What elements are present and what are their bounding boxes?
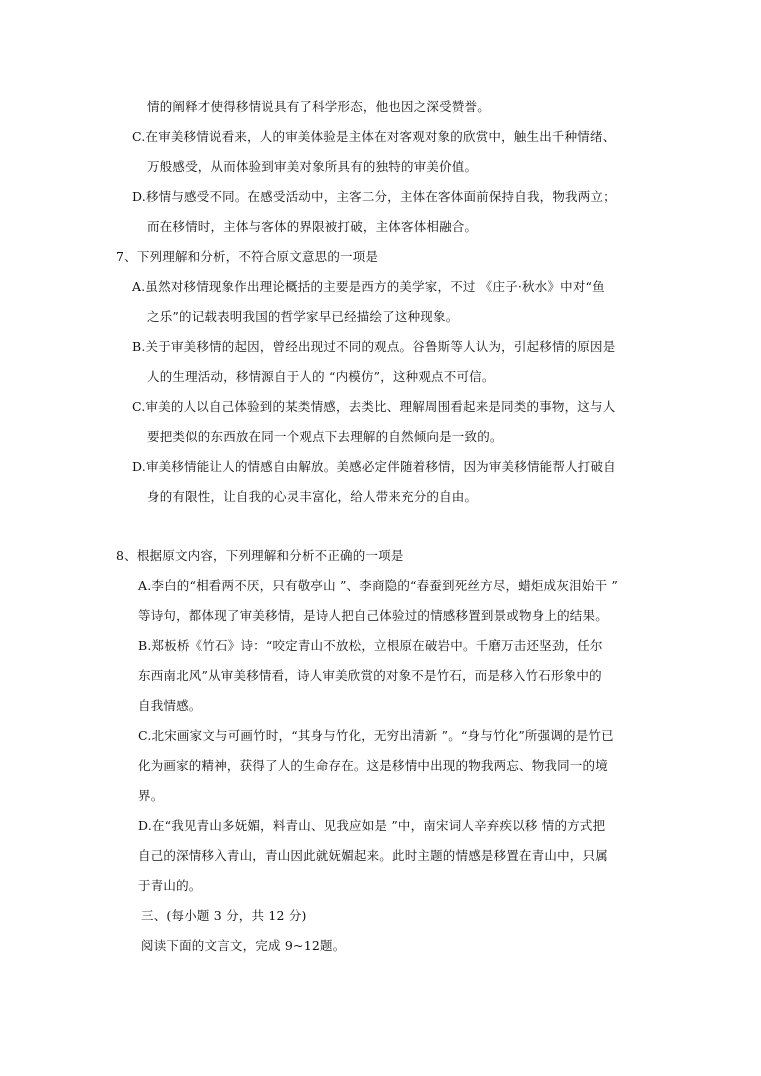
section-three-heading: 三、(每小题 3 分，共 12 分): [141, 908, 307, 923]
text-line: 而在移情时，主体与客体的界限被打破，主体客体相融合。: [147, 219, 478, 234]
option-d-line: D.移情与感受不同。在感受活动中，主客二分，主体在客体面前保持自我，物我两立；: [132, 189, 616, 204]
text-line: 于青山的。: [138, 878, 202, 893]
option-c-line: C.审美的人以自己体验到的某类情感，去类比、理解周围看起来是同类的事物，这与人: [132, 399, 616, 414]
option-b-line: B.郑板桥《竹石》诗：“咬定青山不放松，立根原在破岩中。千磨万击还坚劲，任尔: [138, 638, 603, 653]
option-d-line: D.审美移情能让人的情感自由解放。美感必定伴随着移情，因为审美移情能帮人打破自: [132, 459, 616, 474]
text-line: 人的生理活动，移情源自于人的 “内模仿”，这种观点不可信。: [147, 369, 495, 384]
text-line: 界。: [138, 788, 164, 803]
option-c-line: C.在审美移情说看来，人的审美体验是主体在对客观对象的欣赏中，触生出千种情绪、: [132, 129, 616, 144]
text-line: 化为画家的精神，获得了人的生命存在。这是移情中出现的物我两忘、物我同一的境: [138, 758, 608, 773]
text-line: 万般感受，从而体验到审美对象所具有的独特的审美价值。: [147, 159, 478, 174]
text-line: 之乐”的记载表明我国的哲学家早已经描绘了这种现象。: [147, 309, 459, 324]
text-line: 情的阐释才使得移情说具有了科学形态，他也因之深受赞誉。: [147, 99, 490, 114]
option-d-line: D.在“我见青山多妩媚，料青山、见我应如是 ”中，南宋词人辛弃疾以移 情的方式把: [138, 818, 606, 833]
text-line: 自己的深情移入青山，青山因此就妩媚起来。此时主题的情感是移置在青山中，只属: [138, 848, 608, 863]
option-b-line: B.关于审美移情的起因，曾经出现过不同的观点。谷鲁斯等人认为，引起移情的原因是: [132, 339, 616, 354]
option-a-line: A.李白的“相看两不厌，只有敬亭山 ”、李商隐的“春蚕到死丝方尽，蜡炬成灰泪始干 ”: [138, 578, 618, 593]
option-a-line: A.虽然对移情现象作出理论概括的主要是西方的美学家，不过 《庄子·秋水》中对“鱼: [132, 279, 605, 294]
text-line: 东西南北风”从审美移情看，诗人审美欣赏的对象不是竹石，而是移入竹石形象中的: [138, 668, 602, 683]
question-7-title: 7、下列理解和分析，不符合原文意思的一项是: [116, 249, 379, 264]
text-line: 要把类似的东西放在同一个观点下去理解的自然倾向是一致的。: [147, 429, 503, 444]
text-line: 自我情感。: [138, 698, 202, 713]
reading-instruction: 阅读下面的文言文，完成 9~12题。: [141, 938, 346, 953]
text-line: 等诗句，都体现了审美移情，是诗人把自己体验过的情感移置到景或物身上的结果。: [138, 608, 608, 623]
option-c-line: C.北宋画家文与可画竹时，“其身与竹化，无穷出清新 ”。“身与竹化”所强调的是竹已: [138, 728, 614, 743]
text-line: 身的有限性，让自我的心灵丰富化，给人带来充分的自由。: [147, 489, 478, 504]
question-8-title: 8、根据原文内容，下列理解和分析不正确的一项是: [116, 548, 404, 563]
